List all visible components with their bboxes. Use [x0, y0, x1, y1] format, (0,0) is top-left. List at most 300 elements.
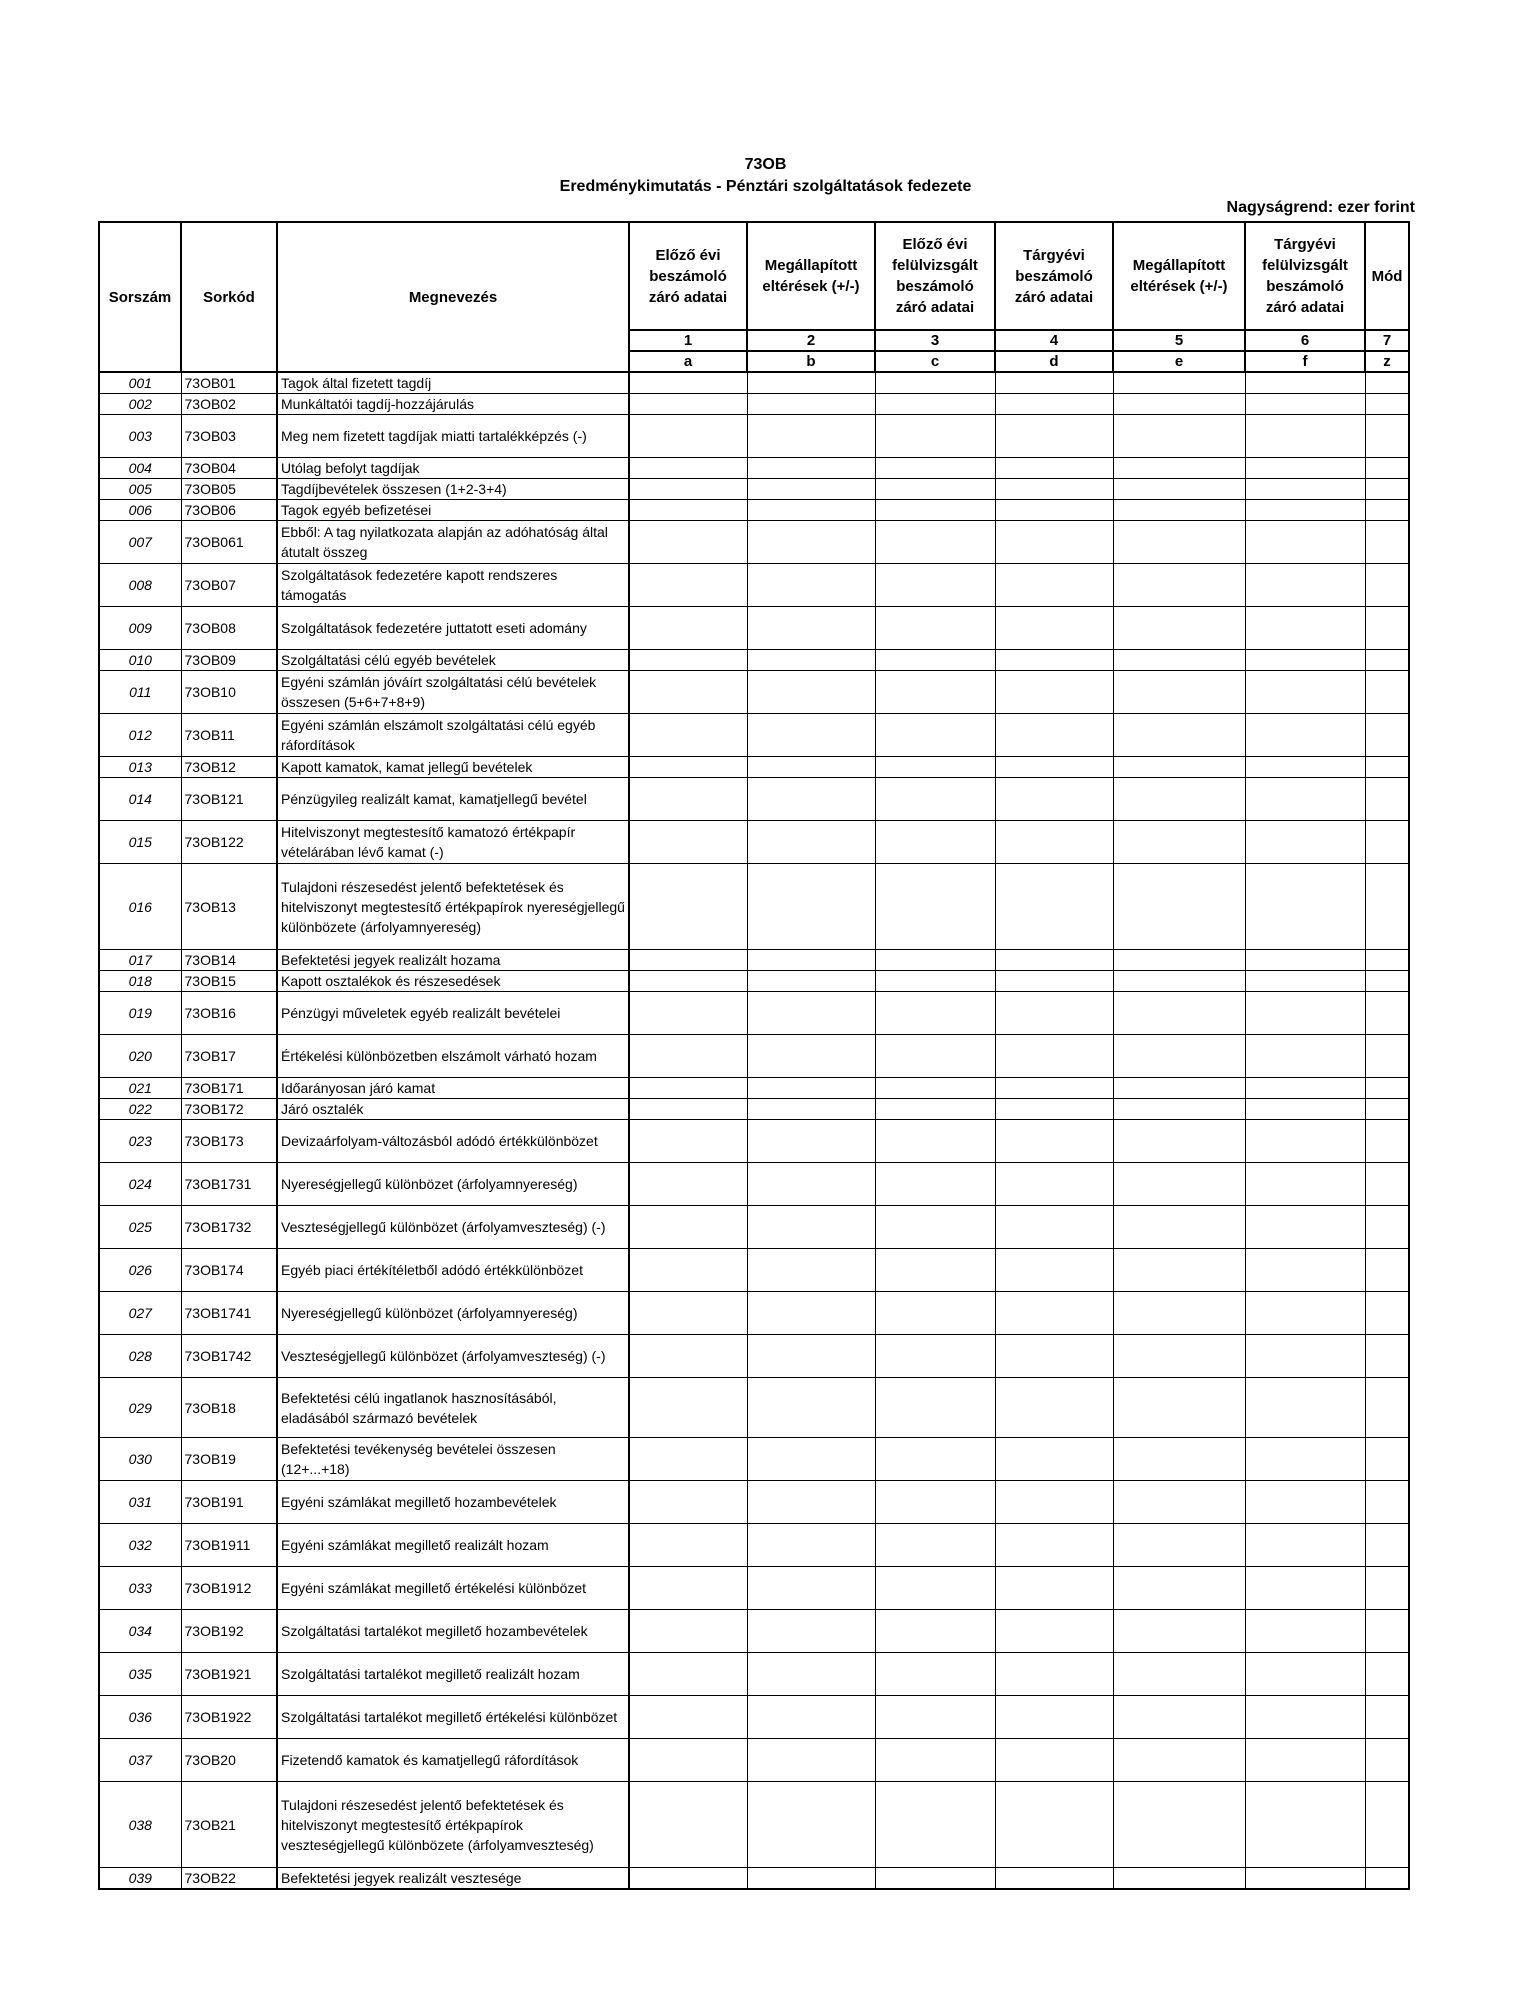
value-cell-col-7[interactable]	[1365, 607, 1409, 650]
value-cell-col-3[interactable]	[875, 778, 995, 821]
value-cell-col-3[interactable]	[875, 521, 995, 564]
value-cell-col-3[interactable]	[875, 650, 995, 671]
value-cell-col-7[interactable]	[1365, 1868, 1409, 1890]
value-cell-col-1[interactable]	[629, 650, 747, 671]
value-cell-col-4[interactable]	[995, 1292, 1113, 1335]
value-cell-col-2[interactable]	[747, 564, 875, 607]
value-cell-col-5[interactable]	[1113, 1335, 1245, 1378]
row-code: 73OB121	[181, 778, 277, 821]
value-cell-col-5[interactable]	[1113, 1206, 1245, 1249]
value-cell-col-2[interactable]	[747, 778, 875, 821]
value-cell-col-6[interactable]	[1245, 479, 1365, 500]
value-cell-col-3[interactable]	[875, 757, 995, 778]
value-cell-col-6[interactable]	[1245, 778, 1365, 821]
value-cell-col-5[interactable]	[1113, 458, 1245, 479]
value-cell-col-2[interactable]	[747, 394, 875, 415]
value-cell-col-7[interactable]	[1365, 671, 1409, 714]
value-cell-col-1[interactable]	[629, 992, 747, 1035]
value-cell-col-5[interactable]	[1113, 1099, 1245, 1120]
value-cell-col-6[interactable]	[1245, 1249, 1365, 1292]
value-cell-col-3[interactable]	[875, 564, 995, 607]
value-cell-col-2[interactable]	[747, 757, 875, 778]
value-cell-col-1[interactable]	[629, 394, 747, 415]
header-num-6: 6	[1245, 330, 1365, 351]
value-cell-col-3[interactable]	[875, 821, 995, 864]
header-num-4: 4	[995, 330, 1113, 351]
value-cell-col-6[interactable]	[1245, 1653, 1365, 1696]
value-cell-col-2[interactable]	[747, 1099, 875, 1120]
value-cell-col-2[interactable]	[747, 971, 875, 992]
value-cell-col-4[interactable]	[995, 394, 1113, 415]
value-cell-col-5[interactable]	[1113, 714, 1245, 757]
value-cell-col-7[interactable]	[1365, 1163, 1409, 1206]
value-cell-col-2[interactable]	[747, 1739, 875, 1782]
value-cell-col-6[interactable]	[1245, 821, 1365, 864]
row-number: 027	[99, 1292, 181, 1335]
value-cell-col-7[interactable]	[1365, 650, 1409, 671]
value-cell-col-4[interactable]	[995, 971, 1113, 992]
value-cell-col-4[interactable]	[995, 950, 1113, 971]
value-cell-col-5[interactable]	[1113, 1120, 1245, 1163]
value-cell-col-7[interactable]	[1365, 1653, 1409, 1696]
value-cell-col-6[interactable]	[1245, 650, 1365, 671]
value-cell-col-6[interactable]	[1245, 671, 1365, 714]
value-cell-col-2[interactable]	[747, 1249, 875, 1292]
value-cell-col-6[interactable]	[1245, 1739, 1365, 1782]
value-cell-col-5[interactable]	[1113, 521, 1245, 564]
value-cell-col-7[interactable]	[1365, 564, 1409, 607]
value-cell-col-6[interactable]	[1245, 372, 1365, 394]
value-cell-col-4[interactable]	[995, 458, 1113, 479]
value-cell-col-4[interactable]	[995, 714, 1113, 757]
value-cell-col-6[interactable]	[1245, 864, 1365, 950]
value-cell-col-2[interactable]	[747, 1163, 875, 1206]
value-cell-col-7[interactable]	[1365, 1567, 1409, 1610]
value-cell-col-4[interactable]	[995, 1249, 1113, 1292]
value-cell-col-6[interactable]	[1245, 1782, 1365, 1868]
value-cell-col-2[interactable]	[747, 671, 875, 714]
value-cell-col-2[interactable]	[747, 1078, 875, 1099]
value-cell-col-5[interactable]	[1113, 757, 1245, 778]
value-cell-col-1[interactable]	[629, 1481, 747, 1524]
value-cell-col-7[interactable]	[1365, 1035, 1409, 1078]
value-cell-col-1[interactable]	[629, 1335, 747, 1378]
value-cell-col-1[interactable]	[629, 458, 747, 479]
value-cell-col-1[interactable]	[629, 1099, 747, 1120]
value-cell-col-2[interactable]	[747, 500, 875, 521]
value-cell-col-4[interactable]	[995, 1163, 1113, 1206]
value-cell-col-6[interactable]	[1245, 1567, 1365, 1610]
value-cell-col-1[interactable]	[629, 521, 747, 564]
value-cell-col-6[interactable]	[1245, 1120, 1365, 1163]
value-cell-col-6[interactable]	[1245, 1163, 1365, 1206]
value-cell-col-3[interactable]	[875, 1696, 995, 1739]
value-cell-col-4[interactable]	[995, 1099, 1113, 1120]
value-cell-col-4[interactable]	[995, 671, 1113, 714]
value-cell-col-3[interactable]	[875, 1481, 995, 1524]
value-cell-col-5[interactable]	[1113, 1653, 1245, 1696]
value-cell-col-4[interactable]	[995, 521, 1113, 564]
value-cell-col-4[interactable]	[995, 372, 1113, 394]
value-cell-col-5[interactable]	[1113, 1249, 1245, 1292]
row-code: 73OB17	[181, 1035, 277, 1078]
value-cell-col-1[interactable]	[629, 1868, 747, 1890]
value-cell-col-4[interactable]	[995, 500, 1113, 521]
row-code: 73OB061	[181, 521, 277, 564]
value-cell-col-7[interactable]	[1365, 1099, 1409, 1120]
row-name: Befektetési jegyek realizált hozama	[277, 950, 629, 971]
value-cell-col-2[interactable]	[747, 1035, 875, 1078]
value-cell-col-7[interactable]	[1365, 1610, 1409, 1653]
value-cell-col-3[interactable]	[875, 1378, 995, 1438]
value-cell-col-3[interactable]	[875, 607, 995, 650]
value-cell-col-3[interactable]	[875, 671, 995, 714]
value-cell-col-4[interactable]	[995, 607, 1113, 650]
value-cell-col-5[interactable]	[1113, 1739, 1245, 1782]
value-cell-col-4[interactable]	[995, 479, 1113, 500]
value-cell-col-6[interactable]	[1245, 1292, 1365, 1335]
value-cell-col-3[interactable]	[875, 1567, 995, 1610]
row-code: 73OB1742	[181, 1335, 277, 1378]
value-cell-col-7[interactable]	[1365, 1120, 1409, 1163]
value-cell-col-6[interactable]	[1245, 1481, 1365, 1524]
table-row	[99, 415, 1409, 458]
value-cell-col-6[interactable]	[1245, 1078, 1365, 1099]
value-cell-col-1[interactable]	[629, 778, 747, 821]
value-cell-col-6[interactable]	[1245, 1696, 1365, 1739]
value-cell-col-2[interactable]	[747, 821, 875, 864]
value-cell-col-6[interactable]	[1245, 500, 1365, 521]
value-cell-col-3[interactable]	[875, 1035, 995, 1078]
value-cell-col-6[interactable]	[1245, 1610, 1365, 1653]
value-cell-col-6[interactable]	[1245, 1206, 1365, 1249]
value-cell-col-2[interactable]	[747, 1481, 875, 1524]
value-cell-col-4[interactable]	[995, 778, 1113, 821]
value-cell-col-1[interactable]	[629, 714, 747, 757]
value-cell-col-1[interactable]	[629, 864, 747, 950]
value-cell-col-2[interactable]	[747, 1438, 875, 1481]
value-cell-col-5[interactable]	[1113, 479, 1245, 500]
value-cell-col-7[interactable]	[1365, 1438, 1409, 1481]
value-cell-col-3[interactable]	[875, 1610, 995, 1653]
header-col-7: Mód	[1365, 222, 1409, 330]
value-cell-col-1[interactable]	[629, 415, 747, 458]
value-cell-col-1[interactable]	[629, 950, 747, 971]
value-cell-col-6[interactable]	[1245, 521, 1365, 564]
value-cell-col-3[interactable]	[875, 1868, 995, 1890]
value-cell-col-4[interactable]	[995, 1206, 1113, 1249]
value-cell-col-2[interactable]	[747, 1653, 875, 1696]
row-number: 003	[99, 415, 181, 458]
value-cell-col-4[interactable]	[995, 1120, 1113, 1163]
value-cell-col-1[interactable]	[629, 1163, 747, 1206]
value-cell-col-4[interactable]	[995, 1378, 1113, 1438]
value-cell-col-5[interactable]	[1113, 1035, 1245, 1078]
value-cell-col-5[interactable]	[1113, 778, 1245, 821]
value-cell-col-5[interactable]	[1113, 1524, 1245, 1567]
value-cell-col-2[interactable]	[747, 1120, 875, 1163]
value-cell-col-3[interactable]	[875, 479, 995, 500]
value-cell-col-2[interactable]	[747, 950, 875, 971]
value-cell-col-2[interactable]	[747, 479, 875, 500]
value-cell-col-6[interactable]	[1245, 607, 1365, 650]
row-code: 73OB12	[181, 757, 277, 778]
value-cell-col-2[interactable]	[747, 415, 875, 458]
value-cell-col-7[interactable]	[1365, 521, 1409, 564]
value-cell-col-2[interactable]	[747, 1524, 875, 1567]
value-cell-col-6[interactable]	[1245, 458, 1365, 479]
value-cell-col-6[interactable]	[1245, 1335, 1365, 1378]
value-cell-col-5[interactable]	[1113, 1782, 1245, 1868]
value-cell-col-1[interactable]	[629, 757, 747, 778]
header-col-6: Tárgyévi felülvizsgált beszámoló záró adatai	[1245, 222, 1365, 330]
value-cell-col-1[interactable]	[629, 1378, 747, 1438]
value-cell-col-7[interactable]	[1365, 1078, 1409, 1099]
value-cell-col-6[interactable]	[1245, 714, 1365, 757]
row-name: Szolgáltatások fedezetére kapott rendszeres támogatás	[277, 564, 629, 607]
value-cell-col-1[interactable]	[629, 564, 747, 607]
value-cell-col-1[interactable]	[629, 1567, 747, 1610]
value-cell-col-3[interactable]	[875, 500, 995, 521]
value-cell-col-6[interactable]	[1245, 394, 1365, 415]
value-cell-col-1[interactable]	[629, 1035, 747, 1078]
value-cell-col-7[interactable]	[1365, 1378, 1409, 1438]
value-cell-col-5[interactable]	[1113, 971, 1245, 992]
value-cell-col-4[interactable]	[995, 1610, 1113, 1653]
value-cell-col-7[interactable]	[1365, 1335, 1409, 1378]
value-cell-col-3[interactable]	[875, 864, 995, 950]
value-cell-col-7[interactable]	[1365, 479, 1409, 500]
value-cell-col-3[interactable]	[875, 415, 995, 458]
value-cell-col-7[interactable]	[1365, 1292, 1409, 1335]
value-cell-col-1[interactable]	[629, 1524, 747, 1567]
value-cell-col-1[interactable]	[629, 1206, 747, 1249]
value-cell-col-7[interactable]	[1365, 950, 1409, 971]
value-cell-col-1[interactable]	[629, 821, 747, 864]
value-cell-col-7[interactable]	[1365, 778, 1409, 821]
value-cell-col-2[interactable]	[747, 1696, 875, 1739]
value-cell-col-5[interactable]	[1113, 1567, 1245, 1610]
value-cell-col-4[interactable]	[995, 1739, 1113, 1782]
value-cell-col-2[interactable]	[747, 1206, 875, 1249]
value-cell-col-7[interactable]	[1365, 394, 1409, 415]
value-cell-col-6[interactable]	[1245, 1035, 1365, 1078]
value-cell-col-1[interactable]	[629, 1078, 747, 1099]
value-cell-col-6[interactable]	[1245, 1868, 1365, 1890]
value-cell-col-4[interactable]	[995, 1078, 1113, 1099]
value-cell-col-3[interactable]	[875, 1739, 995, 1782]
value-cell-col-6[interactable]	[1245, 950, 1365, 971]
value-cell-col-7[interactable]	[1365, 1696, 1409, 1739]
value-cell-col-4[interactable]	[995, 1868, 1113, 1890]
value-cell-col-7[interactable]	[1365, 500, 1409, 521]
value-cell-col-5[interactable]	[1113, 564, 1245, 607]
value-cell-col-2[interactable]	[747, 1567, 875, 1610]
value-cell-col-3[interactable]	[875, 1653, 995, 1696]
value-cell-col-5[interactable]	[1113, 671, 1245, 714]
value-cell-col-4[interactable]	[995, 821, 1113, 864]
value-cell-col-2[interactable]	[747, 1782, 875, 1868]
value-cell-col-4[interactable]	[995, 1438, 1113, 1481]
value-cell-col-7[interactable]	[1365, 1206, 1409, 1249]
value-cell-col-7[interactable]	[1365, 1481, 1409, 1524]
value-cell-col-6[interactable]	[1245, 1438, 1365, 1481]
value-cell-col-4[interactable]	[995, 1335, 1113, 1378]
value-cell-col-1[interactable]	[629, 607, 747, 650]
value-cell-col-7[interactable]	[1365, 971, 1409, 992]
value-cell-col-5[interactable]	[1113, 821, 1245, 864]
value-cell-col-6[interactable]	[1245, 971, 1365, 992]
value-cell-col-1[interactable]	[629, 1739, 747, 1782]
value-cell-col-5[interactable]	[1113, 864, 1245, 950]
value-cell-col-4[interactable]	[995, 992, 1113, 1035]
value-cell-col-2[interactable]	[747, 458, 875, 479]
value-cell-col-1[interactable]	[629, 1120, 747, 1163]
table-row	[99, 1249, 1409, 1292]
value-cell-col-5[interactable]	[1113, 1868, 1245, 1890]
value-cell-col-4[interactable]	[995, 1782, 1113, 1868]
value-cell-col-5[interactable]	[1113, 1438, 1245, 1481]
value-cell-col-4[interactable]	[995, 1035, 1113, 1078]
value-cell-col-3[interactable]	[875, 1099, 995, 1120]
value-cell-col-6[interactable]	[1245, 564, 1365, 607]
value-cell-col-3[interactable]	[875, 1782, 995, 1868]
row-name: Nyereségjellegű különbözet (árfolyamnyereség)	[277, 1292, 629, 1335]
value-cell-col-4[interactable]	[995, 1696, 1113, 1739]
value-cell-col-6[interactable]	[1245, 1524, 1365, 1567]
value-cell-col-5[interactable]	[1113, 1292, 1245, 1335]
value-cell-col-5[interactable]	[1113, 415, 1245, 458]
value-cell-col-3[interactable]	[875, 1438, 995, 1481]
value-cell-col-3[interactable]	[875, 950, 995, 971]
row-name: Egyéni számlákat megillető hozambevételek	[277, 1481, 629, 1524]
value-cell-col-5[interactable]	[1113, 992, 1245, 1035]
value-cell-col-2[interactable]	[747, 1292, 875, 1335]
value-cell-col-7[interactable]	[1365, 821, 1409, 864]
row-name: Időarányosan járó kamat	[277, 1078, 629, 1099]
value-cell-col-3[interactable]	[875, 372, 995, 394]
value-cell-col-3[interactable]	[875, 458, 995, 479]
value-cell-col-7[interactable]	[1365, 1524, 1409, 1567]
value-cell-col-4[interactable]	[995, 650, 1113, 671]
value-cell-col-3[interactable]	[875, 1249, 995, 1292]
value-cell-col-5[interactable]	[1113, 500, 1245, 521]
value-cell-col-2[interactable]	[747, 1335, 875, 1378]
value-cell-col-3[interactable]	[875, 714, 995, 757]
row-code: 73OB05	[181, 479, 277, 500]
header-letter-3: c	[875, 351, 995, 372]
value-cell-col-2[interactable]	[747, 607, 875, 650]
value-cell-col-1[interactable]	[629, 1292, 747, 1335]
value-cell-col-3[interactable]	[875, 1292, 995, 1335]
header-megnevezes: Megnevezés	[277, 222, 629, 372]
value-cell-col-7[interactable]	[1365, 415, 1409, 458]
value-cell-col-6[interactable]	[1245, 1378, 1365, 1438]
value-cell-col-3[interactable]	[875, 394, 995, 415]
value-cell-col-7[interactable]	[1365, 372, 1409, 394]
row-name: Munkáltatói tagdíj-hozzájárulás	[277, 394, 629, 415]
value-cell-col-6[interactable]	[1245, 992, 1365, 1035]
value-cell-col-1[interactable]	[629, 372, 747, 394]
value-cell-col-1[interactable]	[629, 1782, 747, 1868]
row-number: 005	[99, 479, 181, 500]
value-cell-col-1[interactable]	[629, 1653, 747, 1696]
value-cell-col-3[interactable]	[875, 1524, 995, 1567]
value-cell-col-4[interactable]	[995, 1481, 1113, 1524]
value-cell-col-2[interactable]	[747, 864, 875, 950]
value-cell-col-7[interactable]	[1365, 714, 1409, 757]
value-cell-col-2[interactable]	[747, 521, 875, 564]
value-cell-col-7[interactable]	[1365, 1249, 1409, 1292]
value-cell-col-3[interactable]	[875, 992, 995, 1035]
value-cell-col-2[interactable]	[747, 1610, 875, 1653]
value-cell-col-2[interactable]	[747, 714, 875, 757]
value-cell-col-1[interactable]	[629, 1438, 747, 1481]
value-cell-col-5[interactable]	[1113, 1481, 1245, 1524]
value-cell-col-1[interactable]	[629, 479, 747, 500]
value-cell-col-7[interactable]	[1365, 757, 1409, 778]
value-cell-col-3[interactable]	[875, 1163, 995, 1206]
value-cell-col-7[interactable]	[1365, 458, 1409, 479]
value-cell-col-1[interactable]	[629, 671, 747, 714]
value-cell-col-7[interactable]	[1365, 1782, 1409, 1868]
value-cell-col-1[interactable]	[629, 500, 747, 521]
value-cell-col-4[interactable]	[995, 1524, 1113, 1567]
value-cell-col-5[interactable]	[1113, 1163, 1245, 1206]
row-code: 73OB22	[181, 1868, 277, 1890]
value-cell-col-5[interactable]	[1113, 372, 1245, 394]
value-cell-col-3[interactable]	[875, 1078, 995, 1099]
value-cell-col-5[interactable]	[1113, 1378, 1245, 1438]
value-cell-col-5[interactable]	[1113, 1610, 1245, 1653]
value-cell-col-1[interactable]	[629, 1249, 747, 1292]
value-cell-col-6[interactable]	[1245, 1099, 1365, 1120]
value-cell-col-4[interactable]	[995, 564, 1113, 607]
value-cell-col-5[interactable]	[1113, 607, 1245, 650]
value-cell-col-1[interactable]	[629, 1610, 747, 1653]
value-cell-col-5[interactable]	[1113, 650, 1245, 671]
header-letter-5: e	[1113, 351, 1245, 372]
value-cell-col-5[interactable]	[1113, 1078, 1245, 1099]
value-cell-col-3[interactable]	[875, 1120, 995, 1163]
value-cell-col-7[interactable]	[1365, 1739, 1409, 1782]
value-cell-col-1[interactable]	[629, 971, 747, 992]
value-cell-col-5[interactable]	[1113, 1696, 1245, 1739]
value-cell-col-2[interactable]	[747, 650, 875, 671]
value-cell-col-3[interactable]	[875, 1206, 995, 1249]
value-cell-col-3[interactable]	[875, 1335, 995, 1378]
value-cell-col-5[interactable]	[1113, 950, 1245, 971]
value-cell-col-4[interactable]	[995, 1653, 1113, 1696]
row-code: 73OB1731	[181, 1163, 277, 1206]
value-cell-col-2[interactable]	[747, 1378, 875, 1438]
value-cell-col-6[interactable]	[1245, 757, 1365, 778]
value-cell-col-2[interactable]	[747, 1868, 875, 1890]
value-cell-col-6[interactable]	[1245, 415, 1365, 458]
value-cell-col-4[interactable]	[995, 864, 1113, 950]
value-cell-col-4[interactable]	[995, 757, 1113, 778]
value-cell-col-1[interactable]	[629, 1696, 747, 1739]
value-cell-col-4[interactable]	[995, 415, 1113, 458]
value-cell-col-2[interactable]	[747, 372, 875, 394]
value-cell-col-5[interactable]	[1113, 394, 1245, 415]
value-cell-col-3[interactable]	[875, 971, 995, 992]
value-cell-col-7[interactable]	[1365, 992, 1409, 1035]
table-row	[99, 1438, 1409, 1481]
value-cell-col-4[interactable]	[995, 1567, 1113, 1610]
value-cell-col-7[interactable]	[1365, 864, 1409, 950]
value-cell-col-2[interactable]	[747, 992, 875, 1035]
